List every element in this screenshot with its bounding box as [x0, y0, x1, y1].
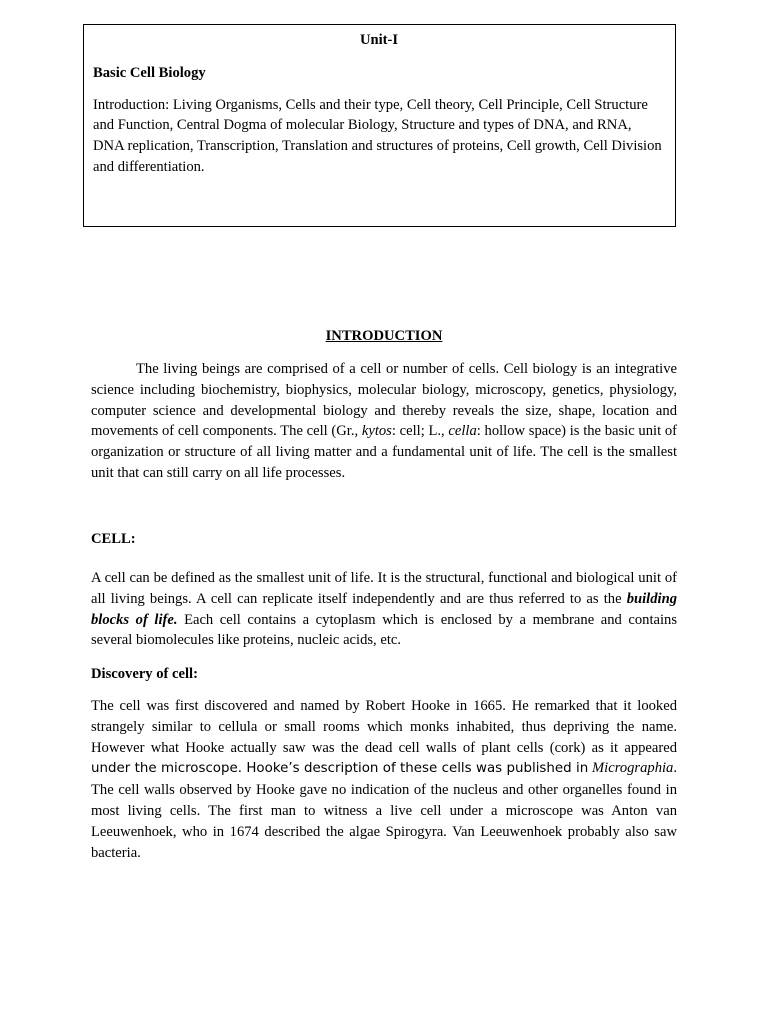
introduction-text-1: The living beings are comprised of a cell or number of cells. Cell biology is an integrative science including biochemistry, biophysics, molecular biology, microscopy, genetics, physiology, computer science and developmental biology and thereby reveals the size, shape, location and movements of cell components. The cell (Gr., [91, 361, 677, 440]
discovery-text-sans: under the microscope. Hooke’s description of these cells was published in [91, 761, 589, 777]
cell-text-2: Each cell contains a cytoplasm which is enclosed by a membrane and contains several biomolecules like proteins, nucleic acids, etc. [91, 611, 678, 649]
discovery-paragraph [91, 696, 677, 863]
introduction-paragraph [91, 359, 677, 484]
unit-syllabus-box [83, 24, 676, 227]
cell-heading: CELL: [91, 531, 136, 547]
unit-topics: Introduction: Living Organisms, Cells and their type, Cell theory, Cell Principle, Cell Structure and Function, Central Dogma of molecular Biology, Structure and types of DNA, and RNA, DNA replication, Transcription, Translation and structures of proteins, Cell growth, Cell Division and differentiation. [93, 96, 662, 175]
introduction-text-2: : cell; L., [391, 423, 449, 440]
term-micrographia: Micrographia [592, 760, 674, 777]
unit-title: Unit-I [359, 32, 399, 48]
cell-text-1: A cell can be defined as the smallest unit of life. It is the structural, functional and biological unit of all living beings. A cell can replicate itself independently and are thus referred to as the [91, 570, 677, 607]
discovery-heading: Discovery of cell: [91, 666, 198, 682]
discovery-text-1: The cell was first discovered and named by Robert Hooke in 1665. He remarked that it looked strangely similar to cellula or small rooms which monks inhabited, thus depriving the name. However what Hooke actually saw was the dead cell walls of plant cells (cork) as it appeared [91, 698, 677, 756]
introduction-text-3: : hollow space) is the basic unit of organization or structure of all living matter and a fundamental unit of life. The cell is the smallest unit that can still carry on all life processes. [91, 423, 677, 481]
discovery-text-2: . The cell walls observed by Hooke gave no indication of the nucleus and other organelles found in most living cells. The first man to witness a live cell under a microscope was Anton van Leeuwenhoek, who in 1674 described the algae Spirogyra. Van Leeuwenhoek probably also saw bacteria. [91, 760, 677, 861]
term-kytos: kytos [361, 423, 392, 440]
term-cella: cella [448, 423, 477, 440]
unit-subtitle: Basic Cell Biology [93, 64, 206, 81]
cell-paragraph [91, 568, 677, 651]
building-blocks-emphasis: building blocks of life. [91, 590, 677, 628]
introduction-heading: INTRODUCTION [325, 328, 443, 344]
